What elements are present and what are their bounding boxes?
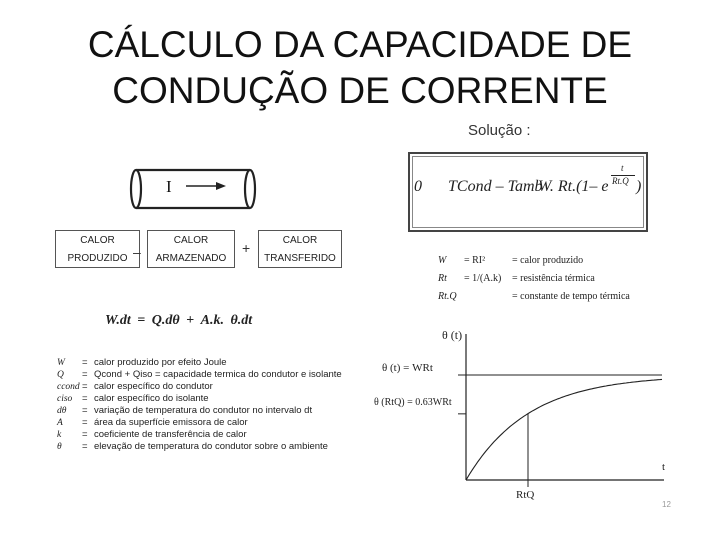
middle-def-symbol: Rt [438,273,447,284]
heat-transferred-box [258,230,342,268]
solution-rhs: W. Rt.(1– e [538,178,609,195]
definition-desc: elevação de temperatura do condutor sobre o ambiente [94,441,328,452]
temperature-rise-graph [370,322,670,512]
middle-def-symbol: Rt.Q [438,291,457,302]
definition-eq: = [82,429,88,440]
definition-row [57,429,247,441]
definition-eq: = [82,369,88,380]
heat-transferred-line1: CALOR [282,235,318,246]
heat-stored-line1: CALOR [173,235,209,246]
point-label: θ (RtQ) = 0.63WRt [374,397,452,408]
definition-row [57,441,328,453]
heat-produced-line1: CALOR [80,235,115,246]
middle-def-desc: = constante de tempo térmica [512,291,630,302]
heat-stored-box [147,230,235,268]
solution-rhs-close: ) [636,178,642,195]
solution-theta: 0 [414,178,422,195]
definition-row [57,369,342,381]
definition-symbol: A [57,418,63,428]
definition-symbol: θ [57,442,62,452]
definition-desc: área da superfície emissora de calor [94,417,248,428]
y-axis-label: θ (t) [442,328,463,342]
definition-symbol: ciso [57,394,73,404]
title-line-2: CONDUÇÃO DE CORRENTE [112,70,608,111]
conductor-left-end [131,170,141,208]
definition-row [57,393,209,405]
middle-definition-row [438,291,630,302]
page-number: 12 [662,500,671,509]
definition-row [57,357,227,369]
definition-symbol: dθ [57,406,67,416]
middle-def-eq: = 1/(A.k) [464,273,502,284]
title-line-1: CÁLCULO DA CAPACIDADE DE [87,24,633,65]
current-label: I [166,177,172,196]
definition-eq: = [82,381,88,392]
definition-desc: coeficiente de transferência de calor [94,429,247,440]
solution-exponent-top: t [621,163,624,173]
middle-definition-row [438,255,583,266]
definition-desc: calor específico do condutor [94,381,213,392]
definition-desc: calor produzido por efeito Joule [94,357,227,368]
definition-symbol: ccond [57,382,80,392]
definition-desc: variação de temperatura do condutor no intervalo dt [94,405,313,416]
heat-produced-line2: PRODUZIDO [67,253,128,264]
slide-title [0,22,720,114]
x-marker-label: RtQ [516,489,535,501]
current-arrow-head [216,182,226,190]
solution-lhs: TCond – Tamb [448,178,543,195]
definition-eq: = [82,417,88,428]
conductor-right-end [245,170,255,208]
solution-exponent-bottom: Rt.Q [612,176,629,186]
plus-operator: + [242,240,251,256]
solution-label: Solução : [468,122,531,139]
heat-stored-line2: ARMAZENADO [155,253,227,264]
minus-operator: – [133,244,141,260]
heat-produced-box [55,230,140,268]
definition-row [57,405,312,417]
heat-transferred-line2: TRANSFERIDO [264,253,336,264]
definition-symbol: W [57,358,65,368]
middle-def-desc: = resistência térmica [512,273,595,284]
definition-eq: = [82,357,88,368]
definition-desc: Qcond + Qiso = capacidade termica do condutor e isolante [94,369,342,380]
rise-curve [466,379,662,480]
definition-desc: calor específico do isolante [94,393,209,404]
definition-row [57,381,213,393]
definition-eq: = [82,405,88,416]
middle-def-desc: = calor produzido [512,255,584,266]
x-axis-label: t [662,461,666,473]
definition-eq: = [82,441,88,452]
middle-def-symbol: W [438,255,447,266]
middle-definition-row [438,273,595,284]
heat-equation: W.dt = Q.dθ + A.k. θ.dt [105,313,253,328]
definition-row [57,417,248,429]
definition-symbol: Q [57,370,64,380]
middle-def-eq: = RI² [464,255,486,266]
asymptote-label: θ (t) = WRt [382,362,433,374]
definition-eq: = [82,393,88,404]
conductor-diagram [128,166,260,212]
definition-symbol: k [57,430,62,440]
